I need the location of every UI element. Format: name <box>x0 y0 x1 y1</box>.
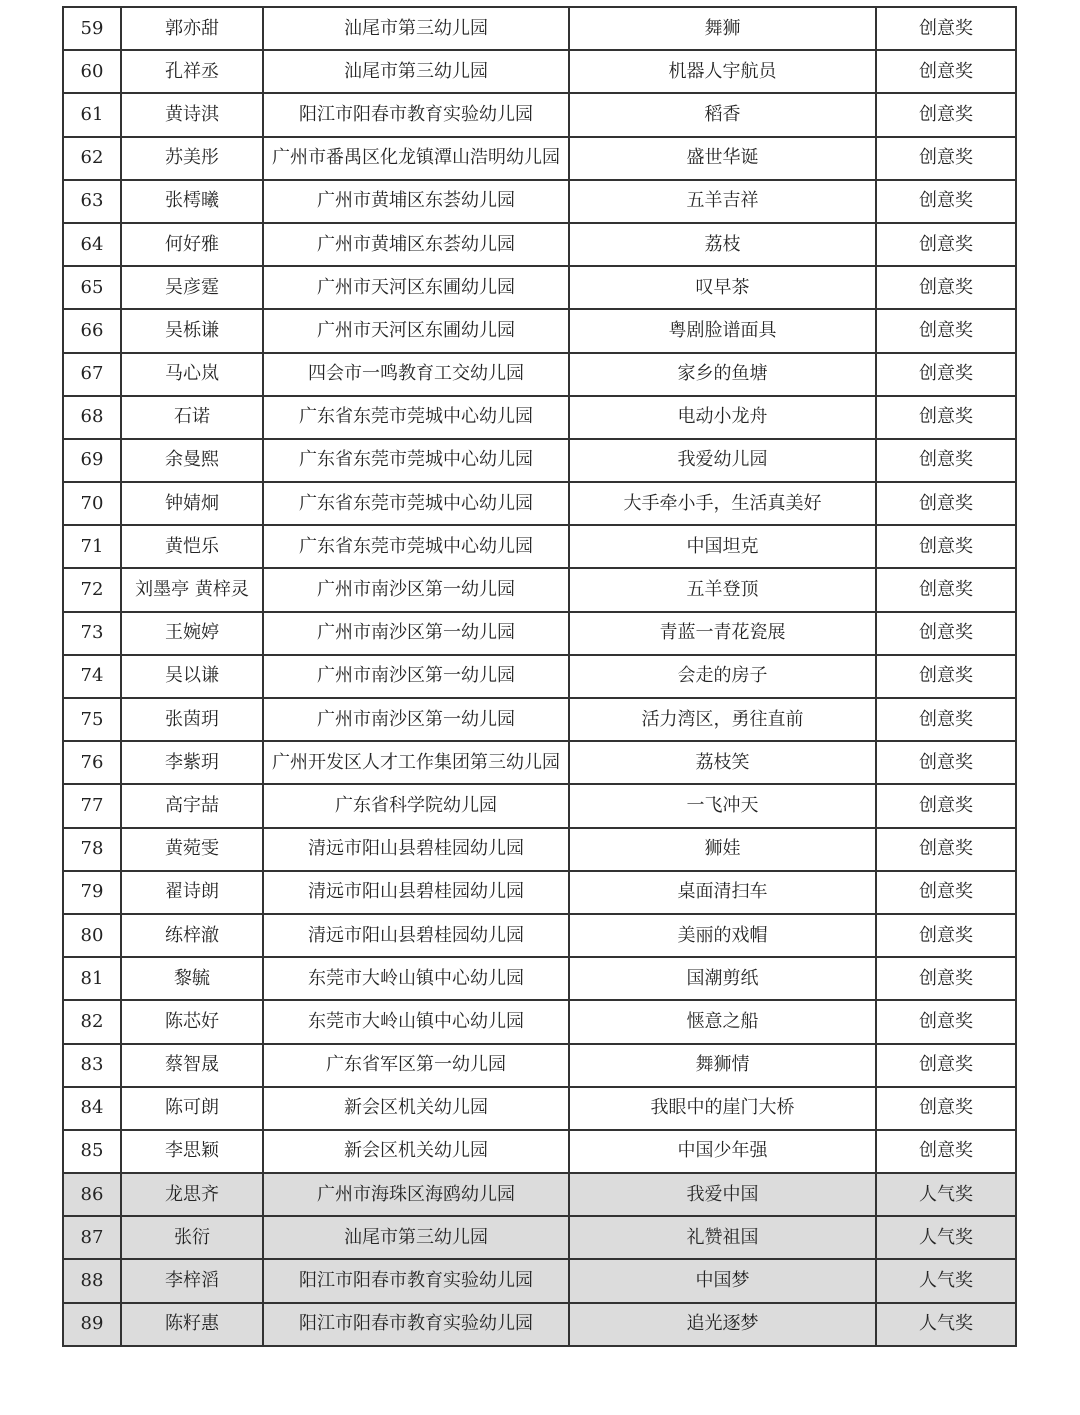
award-cell: 创意奖 <box>876 784 1016 827</box>
award-cell: 创意奖 <box>876 50 1016 93</box>
kindergarten-cell: 阳江市阳春市教育实验幼儿园 <box>263 1259 569 1302</box>
award-cell: 创意奖 <box>876 914 1016 957</box>
table-row <box>63 180 1016 223</box>
entry-number-cell: 65 <box>63 266 121 309</box>
entry-number-cell: 71 <box>63 525 121 568</box>
artwork-title-cell: 舞狮 <box>569 7 876 50</box>
table-row <box>63 266 1016 309</box>
participant-name-cell: 黎毓 <box>121 957 263 1000</box>
participant-name-cell: 马心岚 <box>121 353 263 396</box>
participant-name-cell: 翟诗朗 <box>121 871 263 914</box>
participant-name-cell: 陈籽惠 <box>121 1303 263 1346</box>
artwork-title-cell: 五羊吉祥 <box>569 180 876 223</box>
award-cell: 创意奖 <box>876 612 1016 655</box>
participant-name-cell: 李思颖 <box>121 1130 263 1173</box>
participant-name-cell: 高宇喆 <box>121 784 263 827</box>
award-table <box>62 6 1017 1347</box>
artwork-title-cell: 美丽的戏帽 <box>569 914 876 957</box>
entry-number-cell: 63 <box>63 180 121 223</box>
artwork-title-cell: 家乡的鱼塘 <box>569 353 876 396</box>
table-row <box>63 1044 1016 1087</box>
table-row <box>63 1259 1016 1302</box>
award-cell: 创意奖 <box>876 1087 1016 1130</box>
table-row <box>63 1303 1016 1346</box>
entry-number-cell: 76 <box>63 741 121 784</box>
award-cell: 创意奖 <box>876 309 1016 352</box>
table-row <box>63 612 1016 655</box>
award-cell: 创意奖 <box>876 223 1016 266</box>
participant-name-cell: 张衍 <box>121 1216 263 1259</box>
kindergarten-cell: 东莞市大岭山镇中心幼儿园 <box>263 1000 569 1043</box>
award-cell: 创意奖 <box>876 1044 1016 1087</box>
entry-number-cell: 69 <box>63 439 121 482</box>
table-row <box>63 137 1016 180</box>
artwork-title-cell: 稻香 <box>569 93 876 136</box>
table-row <box>63 914 1016 957</box>
kindergarten-cell: 清远市阳山县碧桂园幼儿园 <box>263 828 569 871</box>
table-row <box>63 396 1016 439</box>
entry-number-cell: 61 <box>63 93 121 136</box>
artwork-title-cell: 我眼中的崖门大桥 <box>569 1087 876 1130</box>
table-row <box>63 741 1016 784</box>
artwork-title-cell: 礼赞祖国 <box>569 1216 876 1259</box>
table-row <box>63 1216 1016 1259</box>
award-cell: 创意奖 <box>876 353 1016 396</box>
artwork-title-cell: 会走的房子 <box>569 655 876 698</box>
participant-name-cell: 余曼熙 <box>121 439 263 482</box>
participant-name-cell: 黄诗淇 <box>121 93 263 136</box>
artwork-title-cell: 我爱中国 <box>569 1173 876 1216</box>
entry-number-cell: 64 <box>63 223 121 266</box>
award-cell: 创意奖 <box>876 266 1016 309</box>
participant-name-cell: 吴以谦 <box>121 655 263 698</box>
award-cell: 创意奖 <box>876 1130 1016 1173</box>
entry-number-cell: 83 <box>63 1044 121 1087</box>
kindergarten-cell: 汕尾市第三幼儿园 <box>263 7 569 50</box>
entry-number-cell: 79 <box>63 871 121 914</box>
participant-name-cell: 刘墨亭 黄梓灵 <box>121 568 263 611</box>
artwork-title-cell: 中国梦 <box>569 1259 876 1302</box>
participant-name-cell: 陈可朗 <box>121 1087 263 1130</box>
entry-number-cell: 82 <box>63 1000 121 1043</box>
award-cell: 创意奖 <box>876 396 1016 439</box>
participant-name-cell: 苏美彤 <box>121 137 263 180</box>
kindergarten-cell: 汕尾市第三幼儿园 <box>263 50 569 93</box>
kindergarten-cell: 广东省东莞市莞城中心幼儿园 <box>263 439 569 482</box>
kindergarten-cell: 广州市南沙区第一幼儿园 <box>263 655 569 698</box>
kindergarten-cell: 广东省科学院幼儿园 <box>263 784 569 827</box>
table-row <box>63 1000 1016 1043</box>
artwork-title-cell: 机器人宇航员 <box>569 50 876 93</box>
artwork-title-cell: 活力湾区，勇往直前 <box>569 698 876 741</box>
award-cell: 创意奖 <box>876 93 1016 136</box>
table-row <box>63 828 1016 871</box>
kindergarten-cell: 广州市黄埔区东荟幼儿园 <box>263 223 569 266</box>
table-row <box>63 957 1016 1000</box>
table-row <box>63 439 1016 482</box>
kindergarten-cell: 新会区机关幼儿园 <box>263 1130 569 1173</box>
entry-number-cell: 78 <box>63 828 121 871</box>
artwork-title-cell: 叹早茶 <box>569 266 876 309</box>
kindergarten-cell: 广州市天河区东圃幼儿园 <box>263 309 569 352</box>
table-row <box>63 655 1016 698</box>
entry-number-cell: 84 <box>63 1087 121 1130</box>
table-row <box>63 223 1016 266</box>
kindergarten-cell: 广东省东莞市莞城中心幼儿园 <box>263 482 569 525</box>
participant-name-cell: 练梓澈 <box>121 914 263 957</box>
artwork-title-cell: 桌面清扫车 <box>569 871 876 914</box>
award-cell: 创意奖 <box>876 957 1016 1000</box>
entry-number-cell: 60 <box>63 50 121 93</box>
award-cell: 人气奖 <box>876 1216 1016 1259</box>
entry-number-cell: 62 <box>63 137 121 180</box>
artwork-title-cell: 荔枝笑 <box>569 741 876 784</box>
artwork-title-cell: 荔枝 <box>569 223 876 266</box>
award-cell: 创意奖 <box>876 137 1016 180</box>
kindergarten-cell: 广州市黄埔区东荟幼儿园 <box>263 180 569 223</box>
award-cell: 创意奖 <box>876 828 1016 871</box>
entry-number-cell: 73 <box>63 612 121 655</box>
artwork-title-cell: 我爱幼儿园 <box>569 439 876 482</box>
table-row <box>63 698 1016 741</box>
kindergarten-cell: 广东省东莞市莞城中心幼儿园 <box>263 525 569 568</box>
kindergarten-cell: 新会区机关幼儿园 <box>263 1087 569 1130</box>
entry-number-cell: 85 <box>63 1130 121 1173</box>
entry-number-cell: 66 <box>63 309 121 352</box>
kindergarten-cell: 四会市一鸣教育工交幼儿园 <box>263 353 569 396</box>
kindergarten-cell: 广东省军区第一幼儿园 <box>263 1044 569 1087</box>
entry-number-cell: 80 <box>63 914 121 957</box>
participant-name-cell: 黄恺乐 <box>121 525 263 568</box>
artwork-title-cell: 国潮剪纸 <box>569 957 876 1000</box>
kindergarten-cell: 阳江市阳春市教育实验幼儿园 <box>263 93 569 136</box>
artwork-title-cell: 粤剧脸谱面具 <box>569 309 876 352</box>
participant-name-cell: 蔡智晟 <box>121 1044 263 1087</box>
participant-name-cell: 孔祥丞 <box>121 50 263 93</box>
award-table-body <box>63 7 1016 1346</box>
participant-name-cell: 钟婧炯 <box>121 482 263 525</box>
table-row <box>63 568 1016 611</box>
entry-number-cell: 81 <box>63 957 121 1000</box>
entry-number-cell: 67 <box>63 353 121 396</box>
participant-name-cell: 陈芯好 <box>121 1000 263 1043</box>
entry-number-cell: 74 <box>63 655 121 698</box>
table-row <box>63 7 1016 50</box>
table-row <box>63 353 1016 396</box>
participant-name-cell: 张樗曦 <box>121 180 263 223</box>
kindergarten-cell: 清远市阳山县碧桂园幼儿园 <box>263 871 569 914</box>
award-cell: 人气奖 <box>876 1303 1016 1346</box>
award-list-sheet <box>62 6 1015 1347</box>
entry-number-cell: 89 <box>63 1303 121 1346</box>
entry-number-cell: 72 <box>63 568 121 611</box>
award-cell: 创意奖 <box>876 7 1016 50</box>
kindergarten-cell: 广州市南沙区第一幼儿园 <box>263 698 569 741</box>
artwork-title-cell: 电动小龙舟 <box>569 396 876 439</box>
participant-name-cell: 石诺 <box>121 396 263 439</box>
table-row <box>63 525 1016 568</box>
entry-number-cell: 68 <box>63 396 121 439</box>
table-row <box>63 50 1016 93</box>
participant-name-cell: 何好雅 <box>121 223 263 266</box>
award-cell: 创意奖 <box>876 741 1016 784</box>
award-cell: 创意奖 <box>876 871 1016 914</box>
kindergarten-cell: 广州市南沙区第一幼儿园 <box>263 612 569 655</box>
entry-number-cell: 59 <box>63 7 121 50</box>
entry-number-cell: 88 <box>63 1259 121 1302</box>
table-row <box>63 309 1016 352</box>
artwork-title-cell: 盛世华诞 <box>569 137 876 180</box>
artwork-title-cell: 惬意之船 <box>569 1000 876 1043</box>
table-row <box>63 871 1016 914</box>
artwork-title-cell: 青蓝一青花瓷展 <box>569 612 876 655</box>
kindergarten-cell: 广州市南沙区第一幼儿园 <box>263 568 569 611</box>
participant-name-cell: 龙思齐 <box>121 1173 263 1216</box>
participant-name-cell: 李紫玥 <box>121 741 263 784</box>
artwork-title-cell: 中国少年强 <box>569 1130 876 1173</box>
entry-number-cell: 75 <box>63 698 121 741</box>
kindergarten-cell: 清远市阳山县碧桂园幼儿园 <box>263 914 569 957</box>
participant-name-cell: 吴彦霆 <box>121 266 263 309</box>
artwork-title-cell: 追光逐梦 <box>569 1303 876 1346</box>
award-cell: 创意奖 <box>876 1000 1016 1043</box>
kindergarten-cell: 东莞市大岭山镇中心幼儿园 <box>263 957 569 1000</box>
participant-name-cell: 黄菀雯 <box>121 828 263 871</box>
table-row <box>63 482 1016 525</box>
entry-number-cell: 70 <box>63 482 121 525</box>
table-row <box>63 1087 1016 1130</box>
kindergarten-cell: 广州市天河区东圃幼儿园 <box>263 266 569 309</box>
artwork-title-cell: 一飞冲天 <box>569 784 876 827</box>
artwork-title-cell: 舞狮情 <box>569 1044 876 1087</box>
kindergarten-cell: 广州市番禺区化龙镇潭山浩明幼儿园 <box>263 137 569 180</box>
kindergarten-cell: 阳江市阳春市教育实验幼儿园 <box>263 1303 569 1346</box>
participant-name-cell: 吴栎谦 <box>121 309 263 352</box>
kindergarten-cell: 广州市海珠区海鸥幼儿园 <box>263 1173 569 1216</box>
award-cell: 创意奖 <box>876 180 1016 223</box>
award-cell: 创意奖 <box>876 655 1016 698</box>
table-row <box>63 1173 1016 1216</box>
kindergarten-cell: 广州开发区人才工作集团第三幼儿园 <box>263 741 569 784</box>
table-row <box>63 93 1016 136</box>
entry-number-cell: 87 <box>63 1216 121 1259</box>
award-cell: 创意奖 <box>876 698 1016 741</box>
award-cell: 创意奖 <box>876 482 1016 525</box>
participant-name-cell: 郭亦甜 <box>121 7 263 50</box>
award-cell: 人气奖 <box>876 1173 1016 1216</box>
table-row <box>63 784 1016 827</box>
artwork-title-cell: 中国坦克 <box>569 525 876 568</box>
award-cell: 创意奖 <box>876 525 1016 568</box>
artwork-title-cell: 五羊登顶 <box>569 568 876 611</box>
kindergarten-cell: 广东省东莞市莞城中心幼儿园 <box>263 396 569 439</box>
table-row <box>63 1130 1016 1173</box>
artwork-title-cell: 狮娃 <box>569 828 876 871</box>
award-cell: 创意奖 <box>876 439 1016 482</box>
entry-number-cell: 86 <box>63 1173 121 1216</box>
participant-name-cell: 张茵玥 <box>121 698 263 741</box>
entry-number-cell: 77 <box>63 784 121 827</box>
participant-name-cell: 王婉婷 <box>121 612 263 655</box>
artwork-title-cell: 大手牵小手，生活真美好 <box>569 482 876 525</box>
kindergarten-cell: 汕尾市第三幼儿园 <box>263 1216 569 1259</box>
participant-name-cell: 李梓滔 <box>121 1259 263 1302</box>
award-cell: 人气奖 <box>876 1259 1016 1302</box>
award-cell: 创意奖 <box>876 568 1016 611</box>
